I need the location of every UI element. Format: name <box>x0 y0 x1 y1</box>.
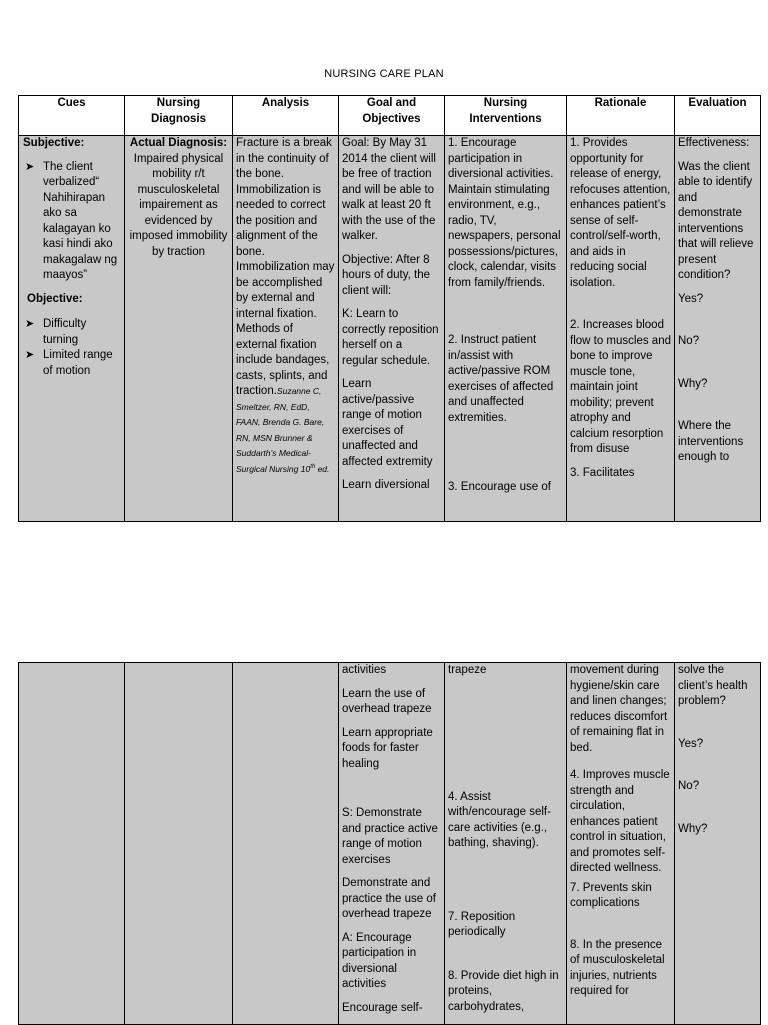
rationale-4: 4. Improves muscle strength and circulation, enhances patient control in situation, and promotes self-directed wellness. <box>570 769 670 874</box>
diagnosis-label: Actual Diagnosis: <box>129 137 228 149</box>
evaluation-no: No? <box>678 335 700 347</box>
diagnosis-text: Impaired physical mobility r/t musculoskeletal impairement as evidenced by imposed immobility by traction <box>129 152 228 258</box>
intervention-1: 1. Encourage participation in diversional activities. Maintain stimulating environment, e.g., radio, TV, newspapers, personal possessions/pictures, clock, calendar, visits from family/friends. <box>448 137 561 289</box>
rationale-1: 1. Provides opportunity for release of energy, refocuses attention, enhances patient’s sense of self-control/self-worth, and aids in reducing social isolation. <box>570 137 671 289</box>
care-plan-table-page-1 <box>18 95 761 522</box>
objective-diversional: Learn diversional <box>342 479 430 491</box>
objective-trapeze: Learn the use of overhead trapeze <box>342 687 432 715</box>
header-cues: Cues <box>19 96 125 136</box>
arrow-bullet-icon: ➤ <box>25 318 35 330</box>
subjective-label: Subjective: <box>23 137 85 149</box>
arrow-bullet-icon: ➤ <box>25 349 35 361</box>
header-row <box>19 96 761 136</box>
intervention-3: 3. Encourage use of <box>448 481 551 493</box>
goal-continued-activities: activities <box>342 664 387 676</box>
rationale-2: 2. Increases blood flow to muscles and bone to improve muscle tone, maintain joint mobility; prevent atrophy and calcium resorption from disuse <box>570 319 671 455</box>
evaluation-why: Why? <box>678 822 708 835</box>
intervention-8: 8. Provide diet high in proteins, carbohydrates, <box>448 969 559 1013</box>
evaluation-yes: Yes? <box>678 737 704 750</box>
subjective-list <box>23 160 121 284</box>
page-title: NURSING CARE PLAN <box>324 68 444 80</box>
diagnosis-cell <box>125 136 233 522</box>
evaluation-cell-continued <box>675 663 761 1025</box>
header-interventions: Nursing Interventions <box>445 96 567 136</box>
rationale-3: 3. Facilitates <box>570 466 635 479</box>
interventions-cell-continued <box>445 663 567 1025</box>
analysis-cell <box>233 136 339 522</box>
goal-text: Goal: By May 31 2014 the client will be free of traction and will be able to walk at least 20 ft with the use of the walker. <box>342 137 436 242</box>
arrow-bullet-icon: ➤ <box>25 160 35 173</box>
intervention-3-continued: trapeze <box>448 664 487 676</box>
analysis-text: Fracture is a break in the continuity of the bone. Immobilization is needed to correct the position and alignment of the bone. Immobilization may be accomplished by external and internal fixation. Methods of external fixation include bandages, casts, splints, and traction. <box>236 137 335 397</box>
evaluation-why: Why? <box>678 377 708 390</box>
evaluation-question: Was the client able to identify and demonstrate interventions that will relieve present condition? <box>678 160 754 281</box>
intervention-2: 2. Instruct patient in/assist with active/passive ROM exercises of affected and unaffected extremities. <box>448 334 554 424</box>
evaluation-yes: Yes? <box>678 292 704 305</box>
rationale-cell <box>567 136 675 522</box>
objective-label: Objective: <box>27 292 83 305</box>
table-row <box>19 663 761 1025</box>
objective-skill-trapeze: Demonstrate and practice the use of overhead trapeze <box>342 877 436 920</box>
intervention-7: 7. Reposition periodically <box>448 910 516 938</box>
objective-skill-rom: S: Demonstrate and practice active range of motion exercises <box>342 807 438 866</box>
rationale-cell-continued <box>567 663 675 1025</box>
analysis-cell-continued <box>233 663 339 1025</box>
header-evaluation: Evaluation <box>675 96 761 136</box>
header-analysis: Analysis <box>233 96 339 136</box>
care-plan-table-page-2 <box>18 662 761 1025</box>
evaluation-interventions-question: Where the interventions enough to <box>678 420 744 463</box>
header-rationale: Rationale <box>567 96 675 136</box>
objective-attitude-selfcare: Encourage self- <box>342 1001 423 1014</box>
header-goals: Goal and Objectives <box>339 96 445 136</box>
objective-knowledge: K: Learn to correctly reposition herself on a regular schedule. <box>342 308 439 367</box>
rationale-8: 8. In the presence of musculoskeletal injuries, nutrients required for <box>570 938 665 997</box>
evaluation-effectiveness: Effectiveness: <box>678 137 750 149</box>
goals-cell <box>339 136 445 522</box>
rationale-3-continued: movement during hygiene/skin care and linen changes; reduces discomfort of remaining flat in bed. <box>570 664 668 754</box>
diagnosis-cell-continued <box>125 663 233 1025</box>
list-item: ➤ Limited range of motion <box>25 349 113 377</box>
table-row <box>19 136 761 522</box>
objective-intro: Objective: After 8 hours of duty, the client will: <box>342 253 431 297</box>
objective-rom: Learn active/passive range of motion exercises of unaffected and affected extremity <box>342 378 433 468</box>
intervention-4: 4. Assist with/encourage self-care activities (e.g., bathing, shaving). <box>448 790 551 849</box>
objective-list <box>23 317 121 379</box>
analysis-citation: Suzanne C, Smeltzer, RN, EdD, FAAN, Brenda G. Bare, RN, MSN Brunner & Suddarth’s Medical-Surgical Nursing 10th ed. <box>236 386 330 474</box>
goals-cell-continued <box>339 663 445 1025</box>
header-diagnosis: Nursing Diagnosis <box>125 96 233 136</box>
cues-cell <box>19 136 125 522</box>
evaluation-continued-question: solve the client’s health problem? <box>678 664 748 707</box>
evaluation-no: No? <box>678 780 700 792</box>
rationale-7: 7. Prevents skin complications <box>570 881 652 909</box>
objective-attitude-diversional: A: Encourage participation in diversional activities <box>342 931 417 990</box>
objective-foods: Learn appropriate foods for faster healing <box>342 726 433 770</box>
list-item: ➤ The client verbalized“ Nahihirapan ako sa kalagayan ko kasi hindi ako makagalaw ng maayos” <box>25 160 118 281</box>
list-item: ➤ Difficulty turning <box>25 318 87 346</box>
evaluation-cell <box>675 136 761 522</box>
interventions-cell <box>445 136 567 522</box>
cues-cell-continued <box>19 663 125 1025</box>
